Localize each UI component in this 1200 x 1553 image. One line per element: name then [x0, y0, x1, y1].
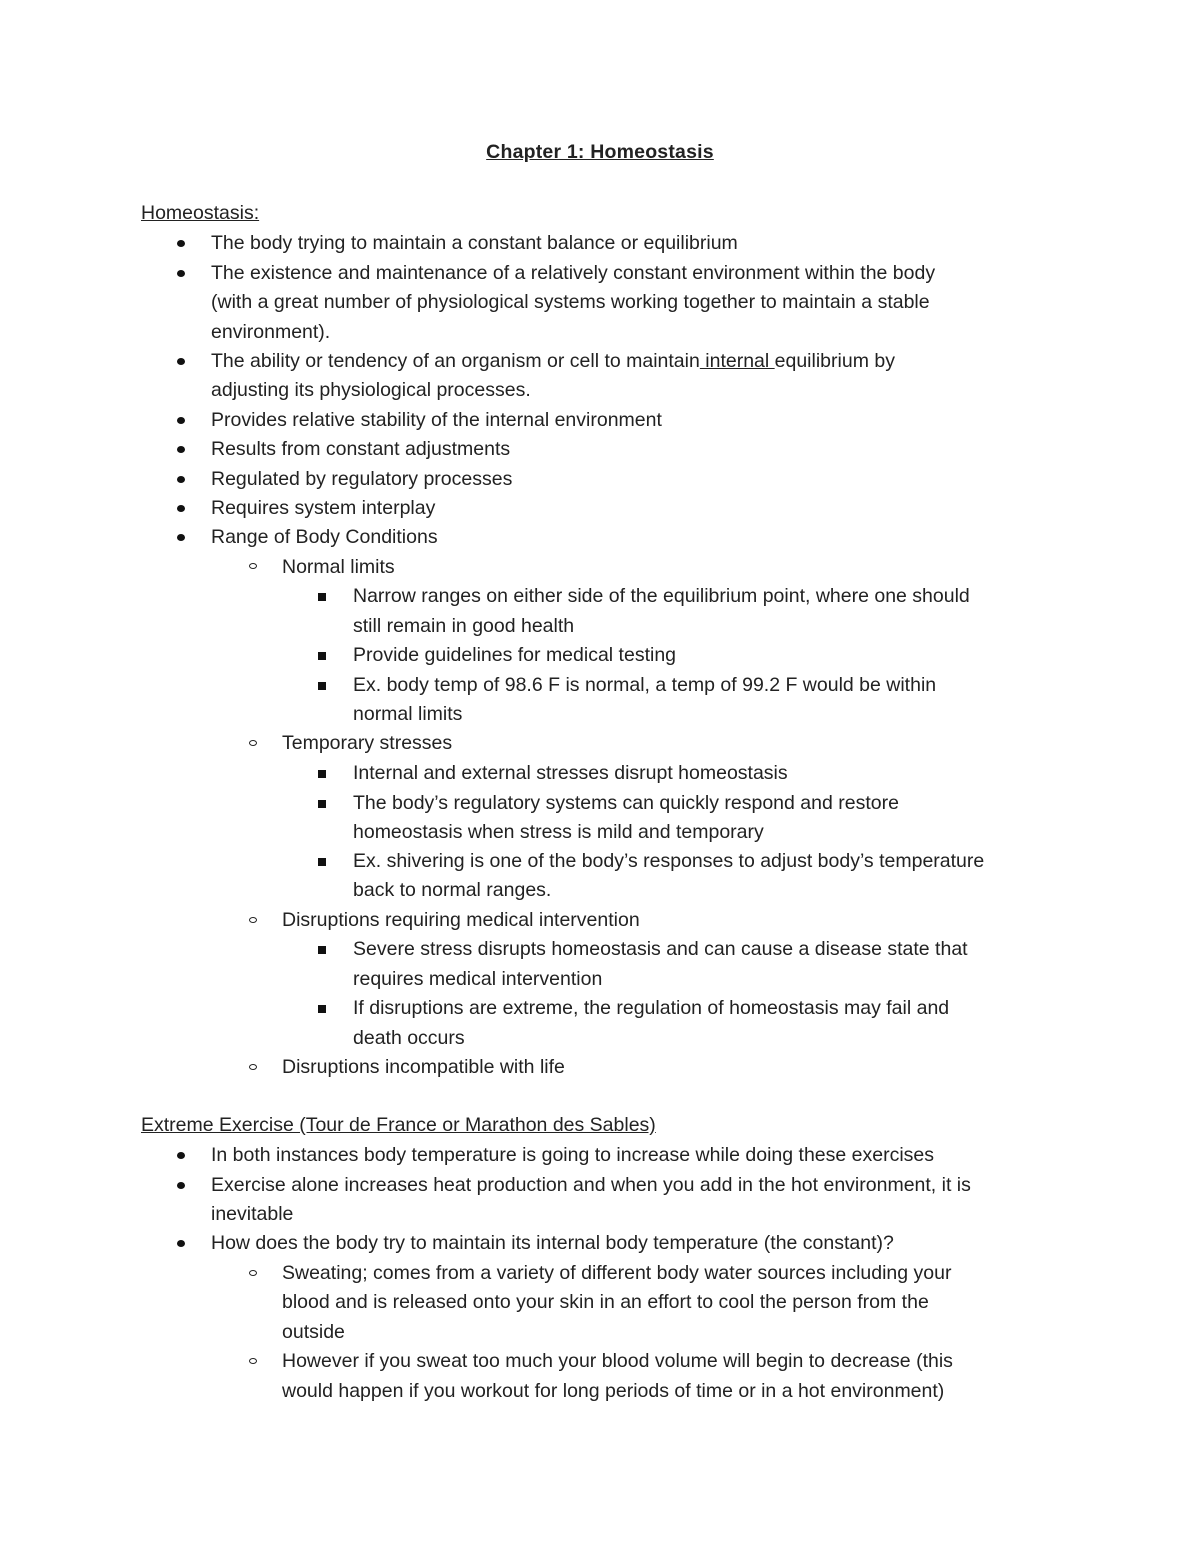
sub-list-item: However if you sweat too much your blood volume will begin to decrease (this [282, 1350, 953, 1372]
sub-sub-list-item: If disruptions are extreme, the regulation of homeostasis may fail and [353, 997, 950, 1019]
bullet-icon [177, 476, 185, 483]
square-bullet-icon [318, 593, 326, 601]
list-item-continuation: adjusting its physiological processes. [211, 379, 531, 401]
text-segment: The ability or tendency of an organism or cell to maintain [211, 350, 700, 372]
sub-list-item: Normal limits [282, 556, 395, 578]
bullet-icon [177, 534, 185, 541]
text-segment: equilibrium by [774, 350, 895, 372]
square-bullet-icon [318, 858, 326, 866]
sub-list-item: Temporary stresses [282, 732, 453, 754]
circle-bullet-icon [249, 1358, 257, 1364]
list-item-continuation: still remain in good health [353, 615, 575, 637]
sub-sub-list-item: Provide guidelines for medical testing [353, 644, 677, 666]
list-item-continuation: outside [282, 1321, 345, 1343]
sub-sub-list-item: Internal and external stresses disrupt homeostasis [353, 762, 788, 784]
circle-bullet-icon [249, 917, 257, 923]
section-heading-homeostasis: Homeostasis: [141, 202, 260, 224]
bullet-icon [177, 1152, 185, 1159]
sub-sub-list-item: Narrow ranges on either side of the equilibrium point, where one should [353, 585, 970, 607]
square-bullet-icon [318, 682, 326, 690]
list-item-continuation: blood and is released onto your skin in an effort to cool the person from the [282, 1291, 929, 1313]
list-item-continuation: back to normal ranges. [353, 879, 552, 901]
list-item: Range of Body Conditions [211, 526, 438, 548]
list-item-continuation: environment). [211, 321, 331, 343]
section-heading-extreme-exercise: Extreme Exercise (Tour de France or Marathon des Sables) [141, 1114, 656, 1136]
bullet-icon [177, 1182, 185, 1189]
list-item-continuation: inevitable [211, 1203, 294, 1225]
list-item: Provides relative stability of the internal environment [211, 409, 662, 431]
bullet-icon [177, 240, 185, 247]
list-item: Results from constant adjustments [211, 438, 511, 460]
sub-sub-list-item: Severe stress disrupts homeostasis and can cause a disease state that [353, 938, 968, 960]
bullet-icon [177, 417, 185, 424]
list-item-continuation: normal limits [353, 703, 463, 725]
bullet-icon [177, 358, 185, 365]
list-item-continuation: (with a great number of physiological systems working together to maintain a stable [211, 291, 930, 313]
list-item [211, 349, 895, 373]
list-item-continuation: requires medical intervention [353, 968, 603, 990]
sub-sub-list-item: The body’s regulatory systems can quickly respond and restore [353, 792, 899, 814]
list-item-continuation: homeostasis when stress is mild and temporary [353, 821, 764, 843]
sub-list-item: Disruptions requiring medical intervention [282, 909, 640, 931]
list-item: Regulated by regulatory processes [211, 468, 513, 490]
list-item: The existence and maintenance of a relatively constant environment within the body [211, 262, 936, 284]
bullet-icon [177, 505, 185, 512]
circle-bullet-icon [249, 563, 257, 569]
sub-list-item: Disruptions incompatible with life [282, 1056, 565, 1078]
sub-sub-list-item: Ex. body temp of 98.6 F is normal, a temp of 99.2 F would be within [353, 674, 937, 696]
list-item-continuation: would happen if you workout for long periods of time or in a hot environment) [282, 1380, 945, 1402]
circle-bullet-icon [249, 1270, 257, 1276]
bullet-icon [177, 1240, 185, 1247]
square-bullet-icon [318, 800, 326, 808]
list-item: Exercise alone increases heat production and when you add in the hot environment, it is [211, 1174, 971, 1196]
sub-list-item: Sweating; comes from a variety of different body water sources including your [282, 1262, 952, 1284]
circle-bullet-icon [249, 1064, 257, 1070]
list-item: Requires system interplay [211, 497, 436, 519]
list-item: How does the body try to maintain its internal body temperature (the constant)? [211, 1232, 894, 1254]
bullet-icon [177, 446, 185, 453]
list-item-continuation: death occurs [353, 1027, 465, 1049]
circle-bullet-icon [249, 740, 257, 746]
square-bullet-icon [318, 652, 326, 660]
page-title: Chapter 1: Homeostasis [486, 141, 714, 163]
bullet-icon [177, 270, 185, 277]
square-bullet-icon [318, 770, 326, 778]
list-item: The body trying to maintain a constant balance or equilibrium [211, 232, 738, 254]
underlined-word: internal [699, 350, 775, 372]
square-bullet-icon [318, 1005, 326, 1013]
square-bullet-icon [318, 946, 326, 954]
list-item: In both instances body temperature is going to increase while doing these exercises [211, 1144, 935, 1166]
sub-sub-list-item: Ex. shivering is one of the body’s responses to adjust body’s temperature [353, 850, 985, 872]
